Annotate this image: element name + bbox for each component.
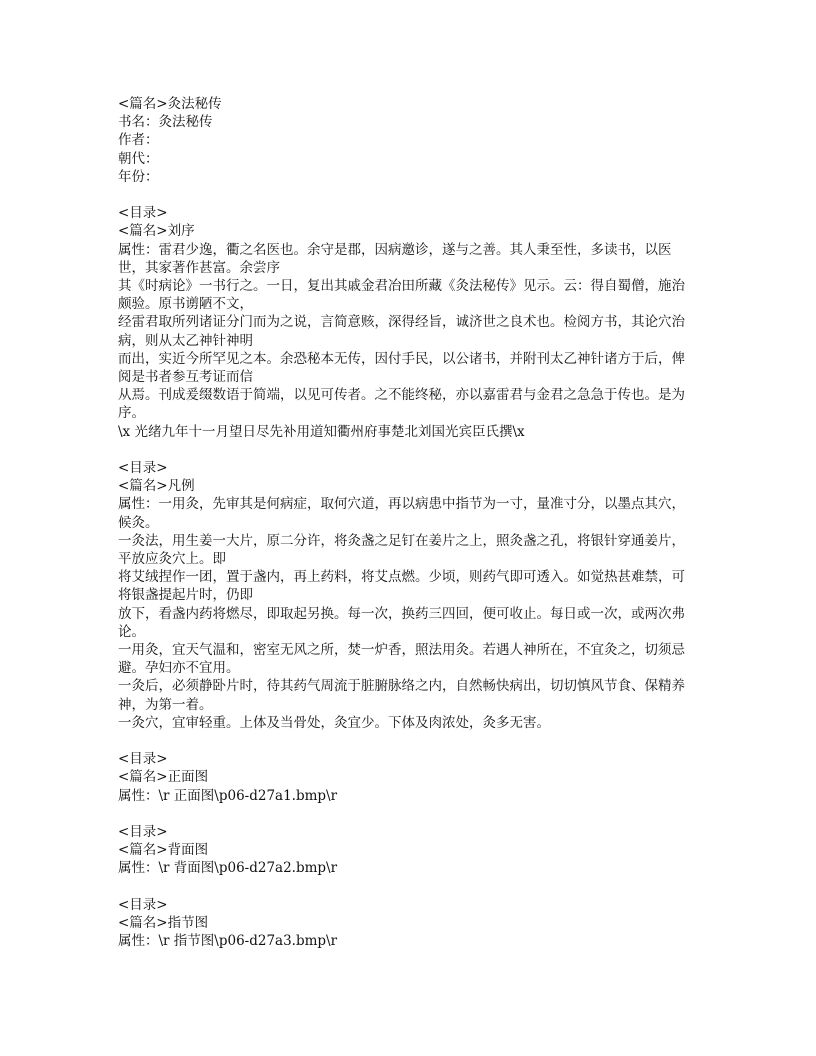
year-line: 年份： xyxy=(118,168,159,185)
paragraph-line: 经雷君取所列诸证分门而为之说，言简意赅，深得经旨，诚济世之良术也。检阅方书，其论穴治病，则从太乙神针神明 xyxy=(118,314,685,349)
dynasty-line: 朝代： xyxy=(118,150,159,167)
paragraph-line: 从焉。刊成爰缀数语于简端，以见可传者。之不能终秘，亦以嘉雷君与金君之急急于传也。是为序。 xyxy=(118,387,685,422)
book-line: 书名：灸法秘传 xyxy=(118,114,213,131)
section-toc: <目录> xyxy=(118,751,168,768)
document-page xyxy=(118,95,698,950)
section-title: <篇名>凡例 xyxy=(118,478,195,495)
paragraph-line: 放下，看盏内药将燃尽，即取起另换。每一次，换药三四回，便可收止。每日或一次，或两次弗论。 xyxy=(118,605,685,640)
paragraph-line: 属性：雷君少逸，衢之名医也。余守是郡，因病邀诊，遂与之善。其人秉至性，多读书，以医世，其家著作甚富。余尝序 xyxy=(118,241,672,276)
section-title: <篇名>指节图 xyxy=(118,915,209,932)
spacer xyxy=(118,441,698,459)
section-front-view xyxy=(118,750,698,805)
paragraph-line: 而出，实近今所罕见之本。余恐秘本无传，因付手民，以公诸书，并附刊太乙神针诸方于后，俾阅是书者参互考证而信 xyxy=(118,350,685,386)
title-line: <篇名>灸法秘传 xyxy=(118,96,222,112)
spacer xyxy=(118,186,698,204)
paragraph-line: 其《时病论》一书行之。一日，复出其戚金君冶田所藏《灸法秘传》见示。云：得自蜀僧，施治颇验。原书谫陋不文， xyxy=(118,278,685,313)
section-toc: <目录> xyxy=(118,205,168,222)
spacer xyxy=(118,732,698,750)
section-toc: <目录> xyxy=(118,896,168,913)
paragraph-line: 一灸法，用生姜一大片，原二分许，将灸盏之足钉在姜片之上，照灸盏之孔，将银针穿通姜片，平放应灸穴上。即 xyxy=(118,532,685,568)
paragraph-line: 一用灸，宜天气温和，密室无风之所，焚一炉香，照法用灸。若遇人神所在，不宜灸之，切须忌避。孕妇亦不宜用。 xyxy=(118,642,685,677)
section-title: <篇名>背面图 xyxy=(118,842,209,859)
section-conventions xyxy=(118,459,698,732)
section-title: <篇名>正面图 xyxy=(118,769,209,786)
paragraph-line: 一灸后，必须静卧片时，待其药气周流于脏腑脉络之内，自然畅快病出，切切慎风节食、保精养神，为第一着。 xyxy=(118,678,685,713)
paragraph-line: 属性：\r 背面图\p06-d27a2.bmp\r xyxy=(118,860,338,877)
author-line: 作者： xyxy=(118,132,159,149)
spacer xyxy=(118,878,698,896)
paragraph-line: 将艾绒捏作一团，置于盏内，再上药料，将艾点燃。少顷，则药气即可透入。如觉热甚难禁，可将银盏提起片时，仍即 xyxy=(118,569,685,604)
paragraph-line: 属性：\r 正面图\p06-d27a1.bmp\r xyxy=(118,787,338,804)
paragraph-line: 属性：一用灸，先审其是何病症，取何穴道，再以病患中指节为一寸，量准寸分，以墨点其穴，候灸。 xyxy=(118,496,685,531)
signature-line: \x 光绪九年十一月望日尽先补用道知衢州府事楚北刘国光宾臣氏撰\x xyxy=(118,423,525,440)
paragraph-line: 一灸穴，宜审轻重。上体及当骨处，灸宜少。下体及肉浓处，灸多无害。 xyxy=(118,714,550,731)
paragraph-line: 属性：\r 指节图\p06-d27a3.bmp\r xyxy=(118,933,338,950)
spacer xyxy=(118,805,698,823)
section-toc: <目录> xyxy=(118,460,168,477)
section-toc: <目录> xyxy=(118,824,168,841)
section-preface xyxy=(118,204,698,441)
section-finger-joint-view xyxy=(118,896,698,951)
section-back-view xyxy=(118,823,698,878)
section-title: <篇名>刘序 xyxy=(118,223,195,240)
